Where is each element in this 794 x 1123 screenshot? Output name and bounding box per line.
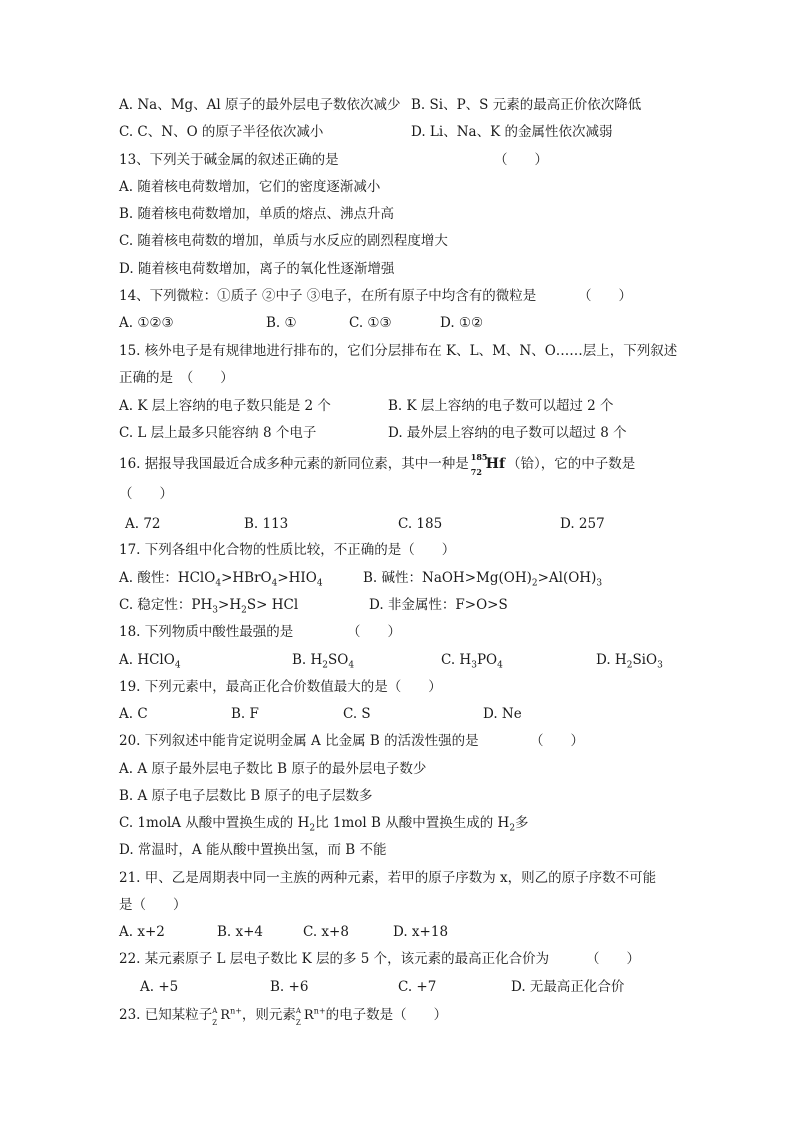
q21-option-d: D. x+18 [393, 924, 449, 940]
q13-option-a: A. 随着核电荷数增加，它们的密度逐渐减小 [119, 179, 381, 195]
q19-option-d: D. Ne [483, 706, 522, 722]
q21-option-b: B. x+4 [217, 924, 264, 940]
q18-option-d: D. $H_2SiO_3$ [596, 652, 663, 671]
q13-option-d: D. 随着核电荷数增加，离子的氧化性逐渐增强 [119, 261, 395, 277]
q19-option-c: C. S [343, 706, 371, 722]
q12-option-a: A. Na、Mg、Al 原子的最外层电子数依次减少 [119, 97, 401, 113]
q20-answer-blank: （ ） [530, 733, 584, 749]
q18-stem: 18. 下列物质中酸性最强的是 [119, 624, 294, 640]
q18-answer-blank: （ ） [347, 624, 401, 640]
q17-option-b: B. 碱性：$NaOH>Mg(OH)_2>Al(OH)_3$ [363, 570, 603, 589]
q15-option-d: D. 最外层上容纳的电子数可以超过 8 个 [388, 425, 627, 441]
q14-answer-blank: （ ） [578, 288, 632, 304]
q16-answer-blank: （ ） [119, 486, 173, 502]
q16-option-b: B. 113 [244, 516, 289, 532]
q22-answer-blank: （ ） [586, 951, 640, 967]
q14-option-a: A. ①②③ [119, 315, 174, 331]
q21-stem-line2: 是（ ） [119, 897, 187, 913]
q19-stem: 19. 下列元素中，最高正化合价数值最大的是（ ） [119, 679, 442, 695]
q13-stem: 13、下列关于碱金属的叙述正确的是 [119, 152, 339, 168]
q20-option-d: D. 常温时，A 能从酸中置换出氢，而 B 不能 [119, 842, 387, 858]
q23-stem: 23. 已知某粒子 A Z $R^{n+}$，则元素 A Z $R^{n+}$的电子数是（ ） [119, 1006, 448, 1027]
q20-option-b: B. A 原子电子层数比 B 原子的电子层数多 [119, 788, 373, 804]
q14-option-c: C. ①③ [349, 315, 392, 331]
q14-option-b: B. ① [266, 315, 297, 331]
q19-option-b: B. F [231, 706, 259, 722]
q16-option-d: D. 257 [560, 516, 605, 532]
q17-option-c: C. 稳定性：$PH_3>H_2S>$ HCl [119, 597, 299, 616]
q12-option-b: B. Si、P、S 元素的最高正价依次降低 [411, 97, 642, 113]
q20-stem: 20. 下列叙述中能肯定说明金属 A 比金属 B 的活泼性强的是 [119, 733, 479, 749]
q15-stem-line2: 正确的是 （ ） [119, 370, 234, 386]
q22-option-d: D. 无最高正化合价 [511, 979, 625, 995]
q20-option-c: C. 1molA 从酸中置换生成的 $H_2$比 1mol B 从酸中置换生成的 $H_2$多 [119, 815, 529, 834]
q12-option-d: D. Li、Na、K 的金属性依次减弱 [411, 124, 613, 140]
q13-option-b: B. 随着核电荷数增加，单质的熔点、沸点升高 [119, 206, 395, 222]
q17-option-d: D. 非金属性：F>O>S [369, 597, 508, 613]
q13-option-c: C. 随着核电荷数的增加，单质与水反应的剧烈程度增大 [119, 233, 448, 249]
q18-option-a: A. HClO$_4$ [119, 652, 181, 671]
element-notation: A Z $R^{n+}$ [295, 1006, 326, 1027]
q15-option-b: B. K 层上容纳的电子数可以超过 2 个 [388, 398, 614, 414]
q13-answer-blank: （ ） [494, 152, 548, 168]
q12-option-c: C. C、N、O 的原子半径依次减小 [119, 124, 324, 140]
hafnium-nuclide-symbol: 185 72 Hf [470, 452, 506, 477]
particle-notation: A Z $R^{n+}$ [212, 1006, 242, 1027]
q14-option-d: D. ①② [440, 315, 484, 331]
q15-option-c: C. L 层上最多只能容纳 8 个电子 [119, 425, 317, 441]
q22-stem: 22. 某元素原子 L 层电子数比 K 层的多 5 个，该元素的最高正化合价为 [119, 951, 550, 967]
q15-stem-line1: 15. 核外电子是有规律地进行排布的，它们分层排布在 K、L、M、N、O……层上，下列叙述 [119, 343, 678, 359]
q14-stem: 14、下列微粒：①质子 ②中子 ③电子，在所有原子中均含有的微粒是 [119, 288, 537, 304]
q17-option-a: A. 酸性：$HClO_4>HBrO_4>HIO_4$ [119, 570, 323, 589]
q16-option-a: A. 72 [125, 516, 161, 532]
q18-option-b: B. $H_2SO_4$ [292, 652, 355, 671]
q22-option-a: A. +5 [140, 979, 179, 995]
q19-option-a: A. C [119, 706, 148, 722]
q15-option-a: A. K 层上容纳的电子数只能是 2 个 [119, 398, 331, 414]
q21-stem-line1: 21. 甲、乙是周期表中同一主族的两种元素，若甲的原子序数为 x，则乙的原子序数不可能 [119, 870, 657, 886]
q18-option-c: C. $H_3PO_4$ [441, 652, 503, 671]
q20-option-a: A. A 原子最外层电子数比 B 原子的最外层电子数少 [119, 761, 427, 777]
q16-stem: 16. 据报导我国最近合成多种元素的新同位素，其中一种是 185 72 Hf （铪），它的中子数是 [119, 452, 636, 477]
q16-option-c: C. 185 [398, 516, 443, 532]
q22-option-b: B. +6 [270, 979, 309, 995]
q21-option-a: A. x+2 [119, 924, 165, 940]
q22-option-c: C. +7 [398, 979, 437, 995]
q17-stem: 17. 下列各组中化合物的性质比较，不正确的是（ ） [119, 542, 456, 558]
q21-option-c: C. x+8 [303, 924, 349, 940]
